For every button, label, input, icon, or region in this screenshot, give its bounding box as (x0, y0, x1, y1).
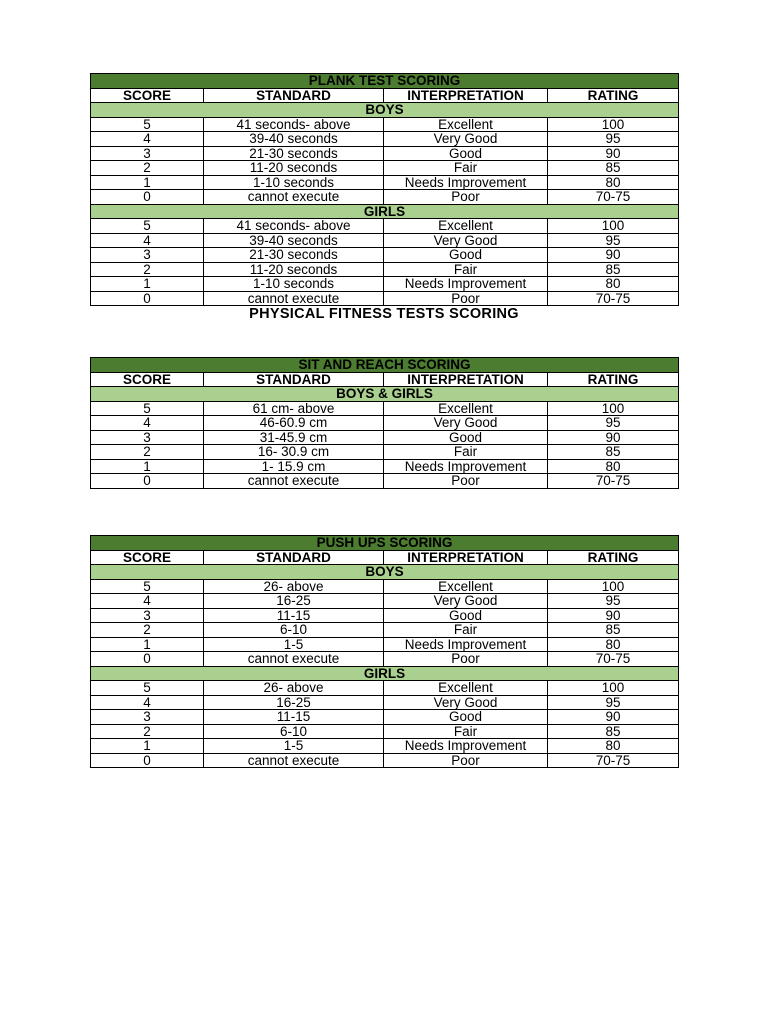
cell-standard: 16- 30.9 cm (204, 445, 384, 460)
column-header-rating: RATING (548, 550, 679, 565)
table-row (91, 430, 679, 445)
group-label: BOYS (91, 103, 679, 118)
cell-score: 4 (91, 233, 204, 248)
document-title: PHYSICAL FITNESS TESTS SCORING (249, 306, 519, 322)
cell-standard: 41 seconds- above (204, 117, 384, 132)
cell-interpretation: Fair (384, 262, 548, 277)
cell-standard: 1-10 seconds (204, 277, 384, 292)
table-title-row (91, 358, 679, 373)
group-label: GIRLS (91, 666, 679, 681)
table-row (91, 190, 679, 205)
cell-score: 5 (91, 681, 204, 696)
column-header-interpretation: INTERPRETATION (384, 88, 548, 103)
cell-interpretation: Good (384, 430, 548, 445)
cell-rating: 70-75 (548, 753, 679, 768)
cell-standard: 11-15 (204, 710, 384, 725)
cell-score: 4 (91, 594, 204, 609)
cell-rating: 80 (548, 175, 679, 190)
cell-score: 4 (91, 416, 204, 431)
cell-score: 2 (91, 445, 204, 460)
cell-interpretation: Needs Improvement (384, 459, 548, 474)
cell-score: 3 (91, 248, 204, 263)
table-row (91, 710, 679, 725)
table-title-row (91, 536, 679, 551)
cell-standard: 16-25 (204, 594, 384, 609)
cell-standard: cannot execute (204, 753, 384, 768)
cell-standard: 39-40 seconds (204, 132, 384, 147)
cell-interpretation: Poor (384, 652, 548, 667)
cell-rating: 70-75 (548, 652, 679, 667)
cell-score: 0 (91, 190, 204, 205)
cell-score: 1 (91, 175, 204, 190)
column-header-row (91, 372, 679, 387)
cell-standard: 26- above (204, 579, 384, 594)
group-header-row (91, 565, 679, 580)
cell-standard: 16-25 (204, 695, 384, 710)
cell-rating: 85 (548, 724, 679, 739)
group-label: GIRLS (91, 204, 679, 219)
column-header-row (91, 550, 679, 565)
table-row (91, 401, 679, 416)
cell-interpretation: Fair (384, 161, 548, 176)
cell-score: 0 (91, 652, 204, 667)
cell-rating: 70-75 (548, 474, 679, 489)
table-title: PLANK TEST SCORING (91, 74, 679, 89)
column-header-standard: STANDARD (204, 372, 384, 387)
cell-score: 1 (91, 459, 204, 474)
cell-interpretation: Excellent (384, 401, 548, 416)
cell-rating: 85 (548, 445, 679, 460)
table-row (91, 608, 679, 623)
column-header-rating: RATING (548, 88, 679, 103)
cell-rating: 90 (548, 608, 679, 623)
cell-rating: 90 (548, 710, 679, 725)
cell-rating: 80 (548, 739, 679, 754)
table-row (91, 594, 679, 609)
cell-rating: 95 (548, 233, 679, 248)
cell-rating: 85 (548, 623, 679, 638)
cell-rating: 95 (548, 695, 679, 710)
cell-standard: 39-40 seconds (204, 233, 384, 248)
column-header-rating: RATING (548, 372, 679, 387)
cell-interpretation: Good (384, 248, 548, 263)
group-header-row (91, 387, 679, 402)
table-row (91, 637, 679, 652)
cell-interpretation: Fair (384, 724, 548, 739)
cell-score: 1 (91, 277, 204, 292)
table-row (91, 623, 679, 638)
cell-interpretation: Very Good (384, 416, 548, 431)
push-ups-table (90, 535, 679, 768)
table-row (91, 474, 679, 489)
cell-interpretation: Excellent (384, 681, 548, 696)
cell-interpretation: Very Good (384, 695, 548, 710)
table-row (91, 248, 679, 263)
table-title: PUSH UPS SCORING (91, 536, 679, 551)
column-header-score: SCORE (91, 88, 204, 103)
table-row (91, 132, 679, 147)
cell-score: 4 (91, 695, 204, 710)
cell-interpretation: Poor (384, 291, 548, 306)
cell-score: 1 (91, 739, 204, 754)
cell-rating: 100 (548, 681, 679, 696)
cell-standard: 61 cm- above (204, 401, 384, 416)
cell-rating: 95 (548, 594, 679, 609)
cell-score: 0 (91, 291, 204, 306)
cell-interpretation: Poor (384, 474, 548, 489)
cell-standard: 1- 15.9 cm (204, 459, 384, 474)
cell-standard: cannot execute (204, 190, 384, 205)
table-row (91, 175, 679, 190)
cell-standard: 6-10 (204, 724, 384, 739)
cell-rating: 90 (548, 248, 679, 263)
sit-and-reach-table (90, 357, 679, 489)
cell-interpretation: Needs Improvement (384, 739, 548, 754)
cell-standard: 21-30 seconds (204, 248, 384, 263)
cell-interpretation: Poor (384, 753, 548, 768)
table-row (91, 233, 679, 248)
cell-interpretation: Fair (384, 623, 548, 638)
cell-interpretation: Very Good (384, 233, 548, 248)
table-row (91, 219, 679, 234)
cell-rating: 80 (548, 637, 679, 652)
group-header-row (91, 103, 679, 118)
cell-standard: 31-45.9 cm (204, 430, 384, 445)
cell-interpretation: Excellent (384, 117, 548, 132)
table-row (91, 291, 679, 306)
table-row (91, 146, 679, 161)
cell-rating: 70-75 (548, 190, 679, 205)
table-title-row (91, 74, 679, 89)
cell-score: 2 (91, 161, 204, 176)
table-row (91, 445, 679, 460)
table-row (91, 117, 679, 132)
cell-score: 5 (91, 401, 204, 416)
cell-standard: 1-5 (204, 637, 384, 652)
cell-score: 3 (91, 608, 204, 623)
cell-rating: 100 (548, 579, 679, 594)
table-row (91, 459, 679, 474)
cell-rating: 80 (548, 459, 679, 474)
cell-score: 5 (91, 117, 204, 132)
cell-score: 5 (91, 579, 204, 594)
cell-score: 4 (91, 132, 204, 147)
group-header-row (91, 204, 679, 219)
cell-interpretation: Fair (384, 445, 548, 460)
table-row (91, 277, 679, 292)
cell-score: 0 (91, 753, 204, 768)
cell-score: 5 (91, 219, 204, 234)
cell-score: 3 (91, 146, 204, 161)
cell-score: 3 (91, 710, 204, 725)
cell-rating: 90 (548, 430, 679, 445)
column-header-row (91, 88, 679, 103)
table-row (91, 724, 679, 739)
cell-interpretation: Good (384, 146, 548, 161)
cell-standard: 1-5 (204, 739, 384, 754)
cell-rating: 100 (548, 117, 679, 132)
table-row (91, 681, 679, 696)
cell-interpretation: Needs Improvement (384, 175, 548, 190)
cell-standard: 1-10 seconds (204, 175, 384, 190)
table-row (91, 161, 679, 176)
cell-interpretation: Excellent (384, 579, 548, 594)
cell-rating: 100 (548, 401, 679, 416)
cell-standard: 11-20 seconds (204, 161, 384, 176)
cell-rating: 95 (548, 132, 679, 147)
cell-standard: 46-60.9 cm (204, 416, 384, 431)
group-header-row (91, 666, 679, 681)
cell-rating: 80 (548, 277, 679, 292)
cell-interpretation: Needs Improvement (384, 637, 548, 652)
cell-interpretation: Needs Improvement (384, 277, 548, 292)
cell-interpretation: Good (384, 608, 548, 623)
cell-rating: 90 (548, 146, 679, 161)
column-header-score: SCORE (91, 550, 204, 565)
cell-standard: 11-15 (204, 608, 384, 623)
cell-rating: 85 (548, 262, 679, 277)
column-header-interpretation: INTERPRETATION (384, 550, 548, 565)
cell-standard: 26- above (204, 681, 384, 696)
column-header-standard: STANDARD (204, 88, 384, 103)
cell-interpretation: Very Good (384, 132, 548, 147)
cell-score: 2 (91, 623, 204, 638)
cell-standard: 21-30 seconds (204, 146, 384, 161)
cell-rating: 100 (548, 219, 679, 234)
table-row (91, 753, 679, 768)
cell-interpretation: Poor (384, 190, 548, 205)
cell-rating: 70-75 (548, 291, 679, 306)
cell-standard: cannot execute (204, 652, 384, 667)
cell-standard: cannot execute (204, 291, 384, 306)
cell-interpretation: Good (384, 710, 548, 725)
cell-standard: 41 seconds- above (204, 219, 384, 234)
table-row (91, 695, 679, 710)
column-header-interpretation: INTERPRETATION (384, 372, 548, 387)
cell-interpretation: Very Good (384, 594, 548, 609)
cell-standard: 11-20 seconds (204, 262, 384, 277)
group-label: BOYS (91, 565, 679, 580)
cell-score: 2 (91, 724, 204, 739)
column-header-standard: STANDARD (204, 550, 384, 565)
cell-standard: cannot execute (204, 474, 384, 489)
cell-standard: 6-10 (204, 623, 384, 638)
table-row (91, 652, 679, 667)
cell-rating: 95 (548, 416, 679, 431)
cell-score: 3 (91, 430, 204, 445)
plank-test-table (90, 73, 679, 306)
column-header-score: SCORE (91, 372, 204, 387)
cell-score: 2 (91, 262, 204, 277)
table-row (91, 262, 679, 277)
cell-rating: 85 (548, 161, 679, 176)
table-title: SIT AND REACH SCORING (91, 358, 679, 373)
cell-score: 0 (91, 474, 204, 489)
table-row (91, 579, 679, 594)
table-row (91, 739, 679, 754)
cell-interpretation: Excellent (384, 219, 548, 234)
group-label: BOYS & GIRLS (91, 387, 679, 402)
table-row (91, 416, 679, 431)
cell-score: 1 (91, 637, 204, 652)
